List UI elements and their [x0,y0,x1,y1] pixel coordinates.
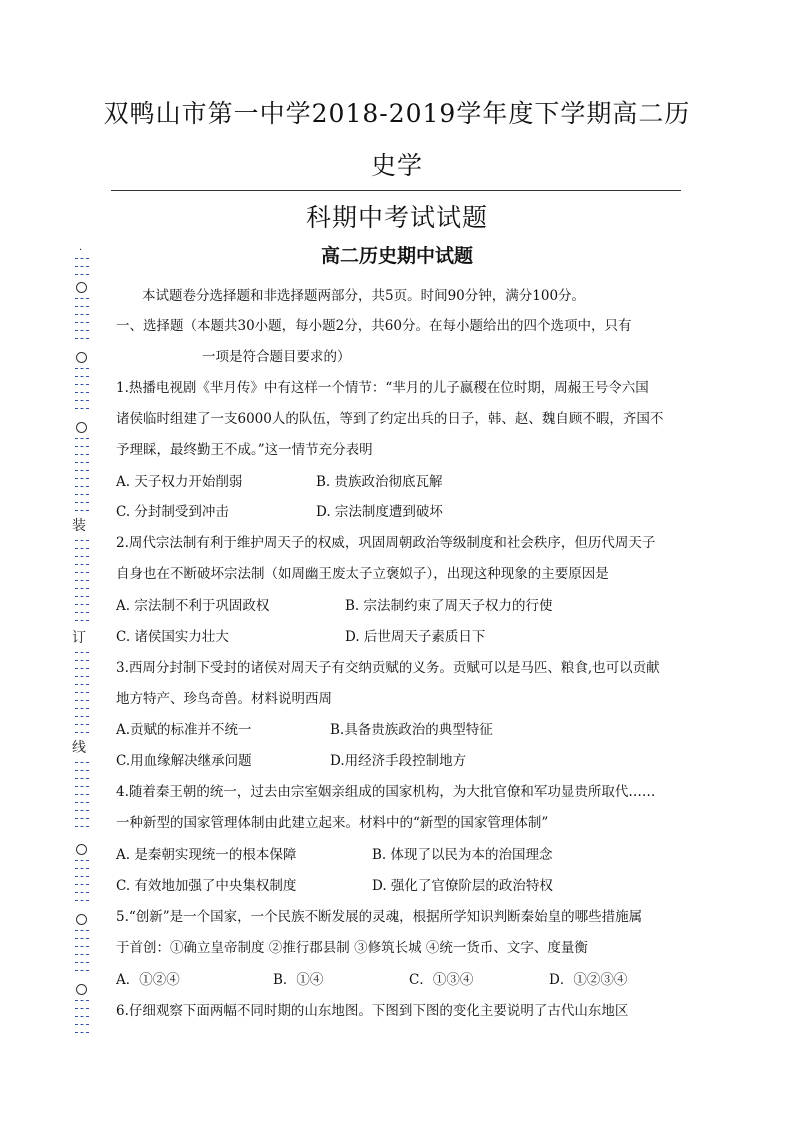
margin-dash [75,604,89,605]
q1-option-c[interactable]: C. 分封制受到冲击 [116,504,229,520]
question-6-text: 6.仔细观察下面两幅不同时期的山东地图。下图到下图的变化主要说明了古代山东地区 [116,1003,629,1019]
margin-dash [75,868,89,869]
margin-dash [75,946,89,947]
exam-heading: 高二历史期中试题 [320,245,473,267]
document-title [100,88,694,244]
question-4-text: 4.随着秦王朝的统一，过去由宗室姻亲组成的国家机构，为大批官僚和军功显贵所取代…… [116,784,656,800]
title-divider [111,190,681,191]
q3-option-d[interactable]: D.用经济手段控制地方 [330,753,467,769]
margin-dash [75,930,89,931]
question-1-text: 诸侯临时组建了一支6000人的队伍，等到了约定出兵的日子，韩、赵、魏自顾不暇，齐国不 [116,411,664,427]
margin-dash [75,716,89,717]
margin-dash [75,368,89,369]
margin-dash [75,400,89,401]
margin-dash [75,596,89,597]
margin-dash [75,338,89,339]
margin-dash [75,970,89,971]
margin-dash [75,892,89,893]
question-2-text: 2.周代宗法制有利于维护周天子的权威，巩固周朝政治等级制度和社会秩序，但历代周天子 [116,535,656,551]
q5-option-a[interactable]: A．①②④ [116,972,180,988]
q5-option-d[interactable]: D．①②③④ [549,972,628,988]
margin-dash [75,306,89,307]
margin-dash [75,884,89,885]
margin-dash [75,954,89,955]
margin-circle-icon [76,914,87,925]
margin-dash [75,770,89,771]
margin-dash [75,938,89,939]
margin-dash [75,588,89,589]
margin-dash [75,1000,89,1001]
title-line-2: 科期中考试试题 [305,203,488,232]
q2-option-d[interactable]: D. 后世周天子素质日下 [345,629,486,645]
question-2-text: 自身也在不断破坏宗法制（如周幽王废太子立褒姒子），出现这种现象的主要原因是 [116,566,609,582]
margin-dash [75,1032,89,1033]
margin-dash [75,462,89,463]
margin-dash [75,1016,89,1017]
margin-dash [75,860,89,861]
question-1-text: 1.热播电视剧《芈月传》中有这样一个情节：“芈月的儿子嬴稷在位时期，周赧王号令六国 [116,380,649,396]
margin-dash [75,478,89,479]
question-1-text: 予理睬，最终勤王不成。”这一情节充分表明 [116,442,373,458]
q2-option-a[interactable]: A. 宗法制不利于巩固政权 [116,598,270,614]
q2-option-b[interactable]: B. 宗法制约束了周天子权力的行使 [345,598,553,614]
margin-dash [75,502,89,503]
margin-mark-ding: 订 [72,630,86,646]
margin-dash [75,810,89,811]
margin-dash [75,724,89,725]
margin-mark-xian: 线 [72,740,86,756]
q1-option-d[interactable]: D. 宗法制度遭到破坏 [316,504,443,520]
margin-dash [75,732,89,733]
margin-dash [75,564,89,565]
q4-option-a[interactable]: A. 是秦朝实现统一的根本保障 [116,847,297,863]
q1-option-b[interactable]: B. 贵族政治彻底瓦解 [316,474,443,490]
margin-dash [75,454,89,455]
margin-dash [75,700,89,701]
margin-dash [75,572,89,573]
q5-option-c[interactable]: C．①③④ [409,972,474,988]
margin-dash [75,692,89,693]
margin-dash [75,486,89,487]
margin-dash [75,470,89,471]
q3-option-a[interactable]: A.贡赋的标准并不统一 [116,722,252,738]
margin-circle-icon [76,984,87,995]
margin-dash [75,826,89,827]
q3-option-c[interactable]: C.用血缘解决继承问题 [116,753,252,769]
question-3-text: 地方特产、珍鸟奇兽。材料说明西周 [116,691,332,707]
margin-dash [75,298,89,299]
margin-dash [75,580,89,581]
margin-dash [75,708,89,709]
margin-dash [75,330,89,331]
margin-dash [75,446,89,447]
margin-dash [75,376,89,377]
section-1-instructions: 一、选择题（本题共30小题，每小题2分，共60分。在每小题给出的四个选项中，只有 [116,318,632,334]
margin-dash [75,802,89,803]
margin-dash [75,314,89,315]
margin-dash [75,408,89,409]
title-line-1: 双鸭山市第一中学2018-2019学年度下学期高二历史学 [103,99,691,180]
margin-dash [75,612,89,613]
margin-circle-icon [76,422,87,433]
question-5-text: 于首创：①确立皇帝制度 ②推行郡县制 ③修筑长城 ④统一货币、文字、度量衡 [116,940,588,956]
margin-circle-icon [76,844,87,855]
q5-option-b[interactable]: B．①④ [273,972,324,988]
q3-option-b[interactable]: B.具备贵族政治的典型特征 [330,722,493,738]
margin-dash [75,668,89,669]
margin-dash [75,660,89,661]
question-4-text: 一种新型的国家管理体制由此建立起来。材料中的“新型的国家管理体制” [116,815,549,831]
margin-dash [75,438,89,439]
q2-option-c[interactable]: C. 诸侯国实力壮大 [116,629,229,645]
margin-dash [75,1024,89,1025]
margin-dash [75,900,89,901]
q4-option-b[interactable]: B. 体现了以民为本的治国理念 [372,847,553,863]
margin-dash [75,684,89,685]
margin-dash [75,652,89,653]
question-3-text: 3.西周分封制下受封的诸侯对周天子有交纳贡赋的义务。贡赋可以是马匹、粮食,也可以贡献 [116,660,660,676]
margin-dash [75,676,89,677]
margin-dash [75,556,89,557]
margin-dash [75,494,89,495]
margin-dash [75,540,89,541]
margin-dash [75,818,89,819]
margin-dash [75,274,89,275]
margin-dash [75,322,89,323]
margin-dash [75,876,89,877]
margin-dash [75,778,89,779]
margin-circle-icon [76,352,87,363]
margin-circle-icon [76,282,87,293]
margin-dash [75,962,89,963]
margin-dash [75,620,89,621]
question-5-text: 5.“创新”是一个国家，一个民族不断发展的灵魂，根据所学知识判断秦始皇的哪些措施属 [116,909,643,925]
margin-mark-zhuang: 装 [72,518,86,534]
binding-margin [70,244,92,1044]
exam-intro: 本试题卷分选择题和非选择题两部分，共5页。时间90分钟，满分100分。 [142,288,586,304]
margin-dash [75,548,89,549]
margin-dash [75,392,89,393]
margin-dash [75,794,89,795]
margin-dash [75,762,89,763]
margin-dash [75,786,89,787]
margin-dash [75,510,89,511]
q4-option-d[interactable]: D. 强化了官僚阶层的政治特权 [372,878,553,894]
section-1-instructions-cont: 一项是符合题目要求的） [202,349,351,365]
margin-dash [75,1008,89,1009]
margin-dash [75,384,89,385]
margin-dot: · [79,245,83,256]
q1-option-a[interactable]: A. 天子权力开始削弱 [116,474,243,490]
q4-option-c[interactable]: C. 有效地加强了中央集权制度 [116,878,297,894]
